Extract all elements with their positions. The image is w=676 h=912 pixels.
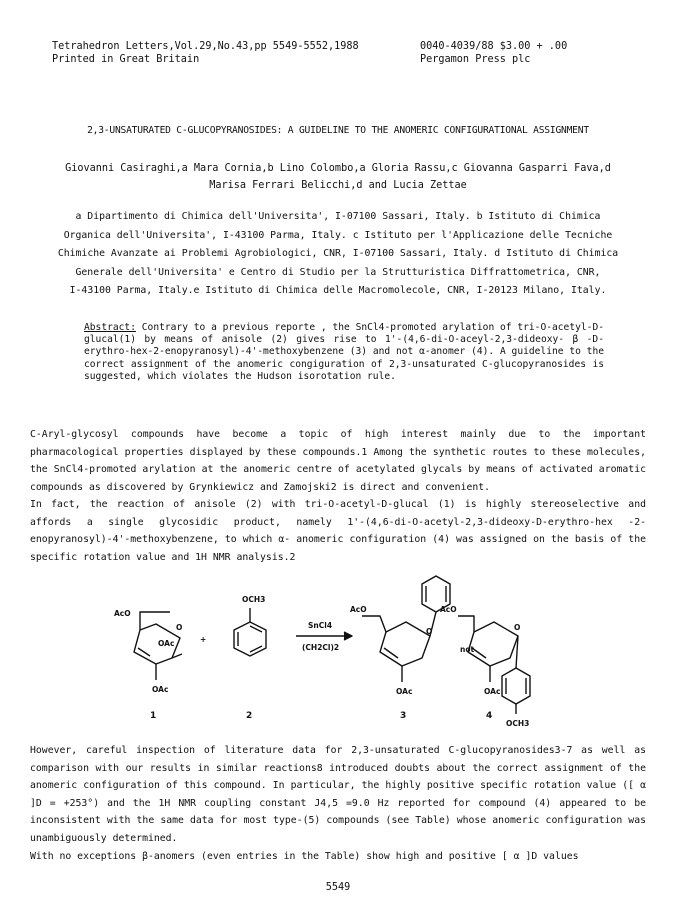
abstract-label: Abstract:: [84, 322, 136, 333]
plus-sign: +: [200, 635, 207, 644]
compound-number: 4: [486, 711, 493, 721]
not-label: not: [460, 645, 475, 654]
compound-number: 1: [150, 711, 157, 721]
author-list: [30, 160, 646, 194]
ring-oxygen-label: O: [514, 623, 521, 632]
compound-number: 2: [246, 711, 253, 721]
body-paragraph-reaction: In fact, the reaction of anisole (2) with tri-O-acetyl-D-glucal (1) is highly stereoselective and affords a single glycosidic product, namely 1'-(4,6-di-O-acetyl-2,3-dideoxy-D-erythro-hex -2-enopyranosyl)-4'-methoxybenzene, to which α- anomeric configuration (4) was assigned on the basis of the specific rotation value and 1H NMR analysis.2: [30, 499, 646, 563]
reaction-scheme: [100, 572, 580, 742]
affiliation-line: I-43100 Parma, Italy.e Istituto di Chimica delle Macromolecole, CNR, I-20123 Milano, Italy.: [69, 285, 607, 297]
paper-title: 2,3-UNSATURATED C-GLUCOPYRANOSIDES: A GUIDELINE TO THE ANOMERIC CONFIGURATIONAL ASSIGNMENT: [87, 125, 589, 136]
methoxy-label: OCH3: [506, 719, 530, 728]
methoxy-label: OCH3: [242, 595, 266, 604]
affiliations: [36, 208, 640, 301]
acetoxy-label: OAc: [396, 687, 413, 696]
acetoxy-label: OAc: [158, 639, 175, 648]
page-number: 5549: [325, 882, 351, 893]
acetoxy-label: OAc: [152, 685, 169, 694]
compound-3-structure: [362, 576, 450, 682]
discussion-text: With no exceptions β-anomers (even entries in the Table) show high and positive [ α ]D values: [30, 850, 579, 862]
author-line: Marisa Ferrari Belicchi,d and Lucia Zettae: [209, 180, 467, 191]
acetoxy-label: AcO: [114, 609, 131, 618]
affiliation-line: a Dipartimento di Chimica dell'Universita', I-07100 Sassari, Italy. b Istituto di Chimica: [75, 211, 601, 222]
ring-oxygen-label: O: [426, 627, 433, 636]
body-paragraph-intro: C-Aryl-glycosyl compounds have become a topic of high interest mainly due to the important pharmacological properties displayed by these compounds.1 Among the synthetic routes to these molecules, the SnCl4-promoted arylation at the anomeric centre of acetylated glycals by means of activated aromatic compounds as discovered by Grynkiewicz and Zamojski2 is direct and convenient.: [30, 429, 646, 493]
price-line: 0040-4039/88 $3.00 + .00: [420, 41, 568, 52]
affiliation-line: Chimiche Avanzate ai Problemi Agrobiologici, CNR, I-07100 Sassari, Italy. d Istituto di Chimica: [57, 248, 619, 260]
body-paragraph-discussion: [30, 742, 646, 865]
citation-line: Tetrahedron Letters,Vol.29,No.43,pp 5549-5552,1988: [52, 41, 359, 52]
acetoxy-label: AcO: [440, 605, 457, 614]
printed-line: Printed in Great Britain: [52, 54, 200, 65]
compound-2-structure: [234, 608, 266, 656]
abstract-text: Contrary to a previous reporte , the SnCl4-promoted arylation of tri-O-acetyl-D-glucal(1) by means of anisole (2) gives rise to 1'-(4,6-di-O-aceyl-2,3-dideoxy- β -D-erythro-hex-2-enopyranosyl)-4'-methoxybenzene (3) and not α-anomer (4). A guideline to the correct assignment of the anomeric congiguration of 2,3-unsaturated C-glucopyranosides is suggested, which violates the Hudson isorotation rule.: [84, 322, 604, 382]
discussion-text: However, careful inspection of literature data for 2,3-unsaturated C-glucopyranosides3-7 as well as comparison with our results in similar reactions8 introduced doubts about the correct assignment of the anomeric configuration of this compound. In particular, the highly positive specific rotation value ([ α ]D = +253°) and the 1H NMR coupling constant J4,5 =9.0 Hz reported for compound (4) appeared to be inconsistent with the same data for most type-(5) compounds (see Table) whose anomeric configuration was unambiguously determined.: [30, 745, 646, 844]
affiliation-line: Generale dell'Universita' e Centro di Studio per la Strutturistica Diffrattometrica, CNR,: [75, 266, 601, 278]
journal-citation: [52, 40, 359, 66]
ring-oxygen-label: O: [176, 623, 183, 632]
publisher-line: Pergamon Press plc: [420, 54, 531, 65]
solvent-label: (CH2Cl)2: [302, 643, 340, 652]
affiliation-line: Organica dell'Universita', I-43100 Parma, Italy. c Istituto per l'Applicazione delle Tecniche: [63, 229, 613, 241]
author-line: Giovanni Casiraghi,a Mara Cornia,b Lino Colombo,a Gloria Rassu,c Giovanna Gasparri Fava,d: [65, 163, 611, 174]
acetoxy-label: AcO: [350, 605, 367, 614]
acetoxy-label: OAc: [484, 687, 501, 696]
compound-number: 3: [400, 711, 407, 721]
abstract: [84, 322, 604, 383]
publisher-info: [420, 40, 567, 66]
reagent-label: SnCl4: [308, 621, 333, 630]
